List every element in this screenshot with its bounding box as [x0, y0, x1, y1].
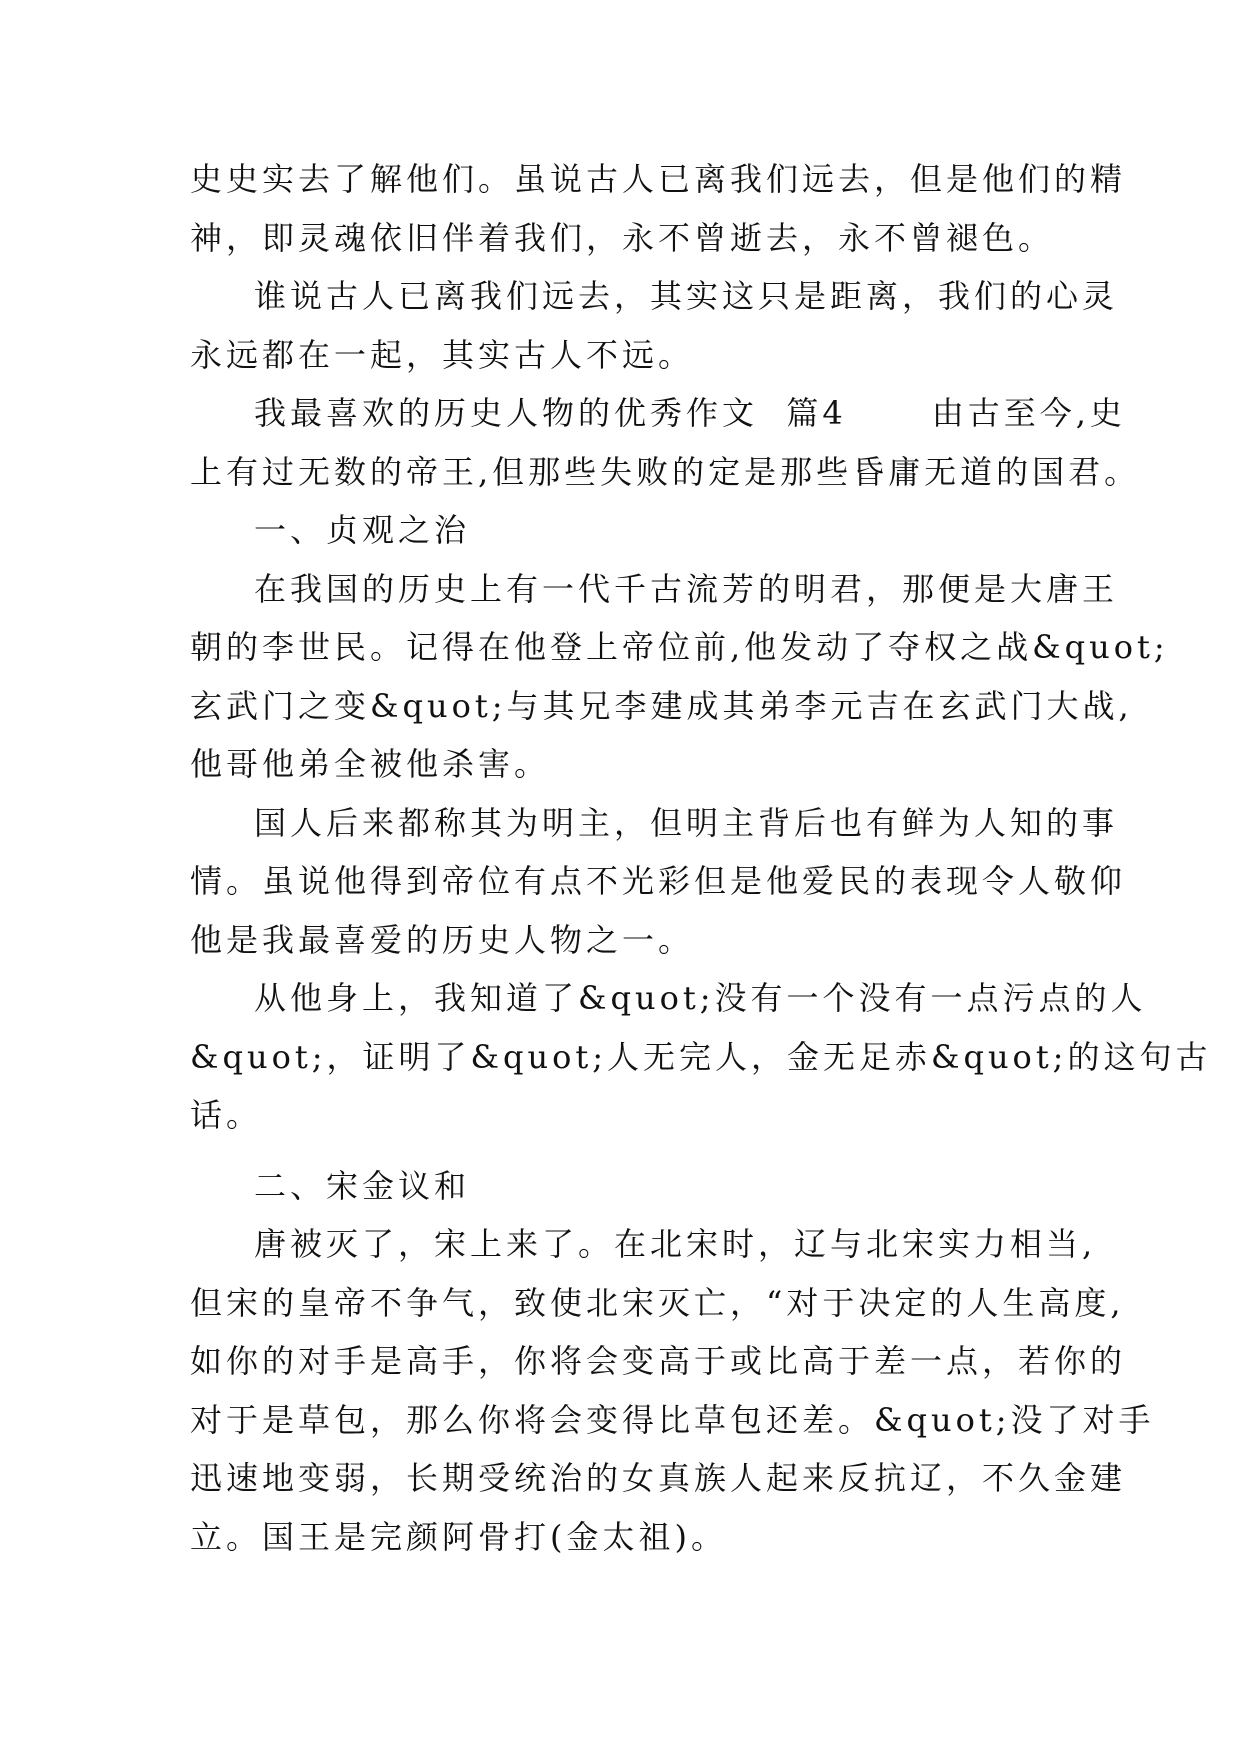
section-heading: 一、贞观之治: [254, 511, 471, 549]
text-line: 神，即灵魂依旧伴着我们，永不曾逝去，永不曾褪色。: [190, 218, 1055, 257]
text-line: 永远都在一起，其实古人不远。: [190, 335, 695, 374]
text-line: 他哥他弟全被他杀害。: [190, 745, 551, 783]
paragraph-start-line: 从他身上，我知道了&quot;没有一个没有一点污点的人: [254, 979, 1147, 1017]
paragraph-start-line: 在我国的历史上有一代千古流芳的明君，那便是大唐王: [254, 569, 1119, 608]
paragraph-start-line: 谁说古人已离我们远去，其实这只是距离，我们的心灵: [254, 277, 1119, 315]
paragraph-start-line: 唐被灭了，宋上来了。在北宋时，辽与北宋实力相当,: [254, 1225, 1097, 1263]
text-line: 如你的对手是高手，你将会变高于或比高于差一点，若你的: [190, 1342, 1127, 1380]
text-line: 朝的李世民。记得在他登上帝位前,他发动了夺权之战&quot;: [190, 628, 1169, 666]
text-line: 情。虽说他得到帝位有点不光彩但是他爱民的表现令人敬仰: [190, 862, 1127, 900]
section-heading: 二、宋金议和: [254, 1166, 471, 1205]
paragraph-start-line: 我最喜欢的历史人物的优秀作文 篇4 由古至今,史: [254, 394, 1126, 432]
text-line: 对于是草包，那么你将会变得比草包还差。&quot;没了对手: [190, 1400, 1155, 1439]
text-line: 话。: [190, 1096, 263, 1134]
text-line: 玄武门之变&quot;与其兄李建成其弟李元吉在玄武门大战,: [190, 686, 1133, 725]
document-body: [190, 150, 1212, 1566]
paragraph-start-line: 国人后来都称其为明主，但明主背后也有鲜为人知的事: [254, 803, 1119, 842]
text-line: 史史实去了解他们。虽说古人已离我们远去，但是他们的精: [190, 160, 1127, 198]
text-line: 立。国王是完颜阿骨打(金太祖)。: [190, 1517, 727, 1556]
text-line: &quot;，证明了&quot;人无完人，金无足赤&quot;的这句古: [190, 1037, 1212, 1076]
text-line: 他是我最喜爱的历史人物之一。: [190, 920, 695, 959]
text-line: 但宋的皇帝不争气，致使北宋灭亡，“对于决定的人生高度,: [190, 1283, 1125, 1322]
text-line: 迅速地变弱，长期受统治的女真族人起来反抗辽，不久金建: [190, 1459, 1127, 1497]
paragraph-gap: [190, 1145, 1060, 1157]
text-line: 上有过无数的帝王,但那些失败的定是那些昏庸无道的国君。: [190, 452, 1141, 491]
